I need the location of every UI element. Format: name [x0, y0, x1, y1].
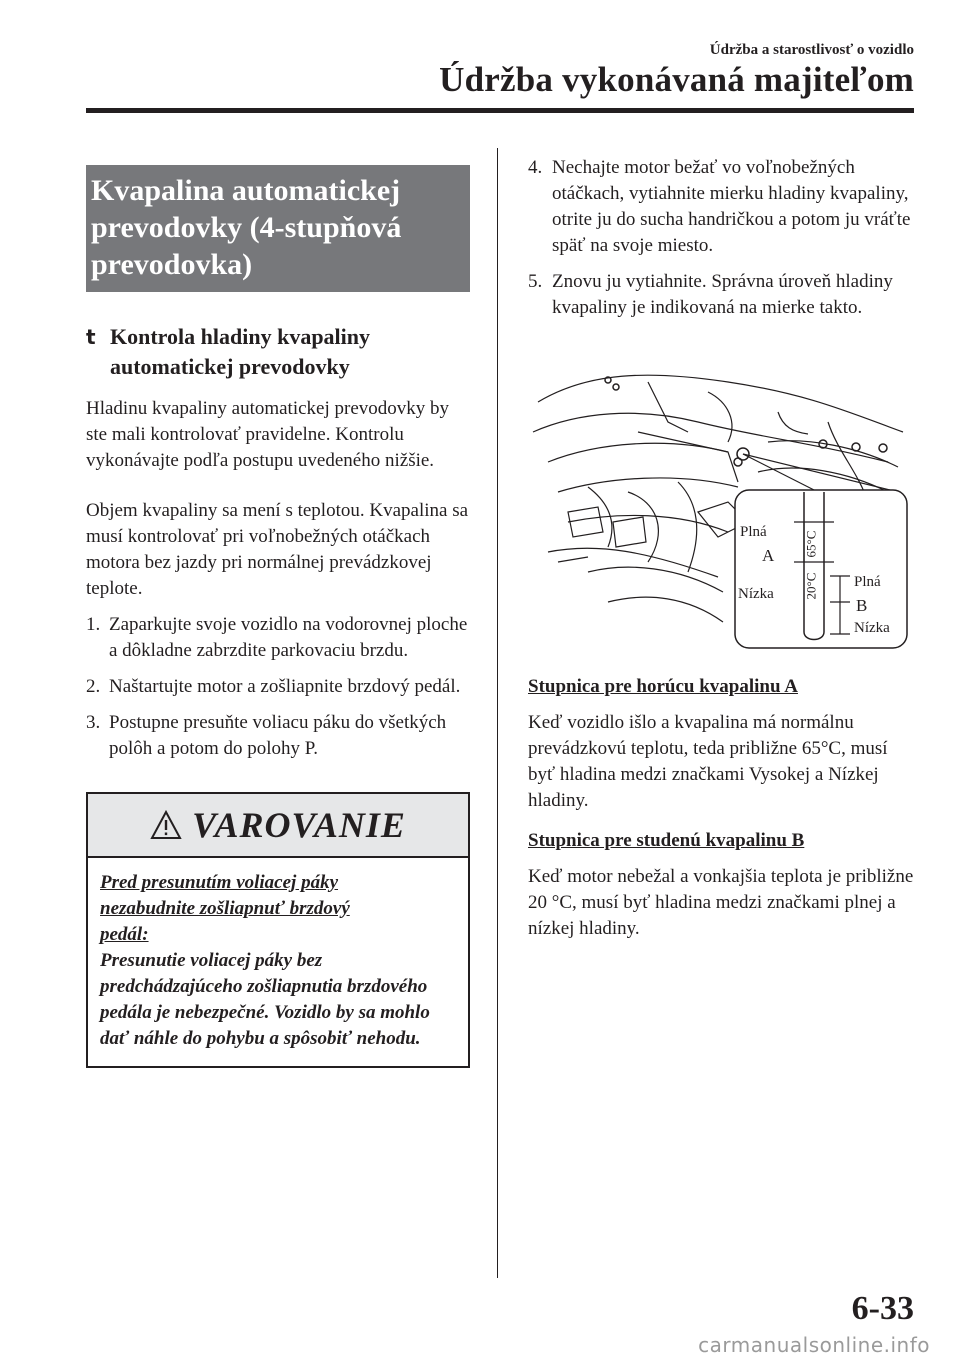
hot-scale-heading: Stupnica pre horúcu kvapalinu A	[528, 676, 798, 697]
warning-text: Presunutie voliacej páky bez predchádzajúceho zošliapnutia brzdového pedála je nebezpečné. Vozidlo by sa mohlo dať náhle do pohybu a spôsobiť nehodu.	[100, 950, 430, 1049]
page-number: 6-33	[851, 1290, 914, 1327]
watermark: carmanualsonline.info	[698, 1333, 930, 1357]
label-temp-cold: 20°C	[803, 572, 819, 600]
section-title-line: prevodovka)	[91, 248, 253, 281]
subheading	[86, 322, 470, 382]
bullet-marker: t	[86, 325, 96, 349]
step-text: Postupne presuňte voliacu páku do všetkých polôh a potom do polohy P.	[109, 712, 447, 759]
engine-bay-illustration	[528, 362, 910, 658]
step-number: 5.	[528, 271, 543, 292]
header-rule	[86, 108, 914, 113]
step-number: 1.	[86, 614, 101, 635]
label-letter-a: A	[762, 546, 775, 565]
label-low-b: Nízka	[854, 620, 890, 636]
step-number: 2.	[86, 676, 101, 697]
step-text: Nechajte motor bežať vo voľnobežných otáčkach, vytiahnite mierku hladiny kvapaliny, otrite ju do sucha handričkou a potom ju vráťte späť na svoje miesto.	[552, 157, 911, 256]
subheading-line: Kontrola hladiny kvapaliny	[110, 324, 371, 349]
label-full-a: Plná	[740, 524, 767, 540]
step-item	[528, 155, 914, 259]
column-divider	[497, 148, 498, 1278]
right-column	[528, 155, 914, 321]
section-title	[86, 165, 470, 292]
paragraph: Hladinu kvapaliny automatickej prevodovky by ste mali kontrolovať pravidelne. Kontrolu vykonávajte podľa postupu uvedeného nižšie.	[86, 398, 450, 471]
hot-scale-text: Keď vozidlo išlo a kvapalina má normálnu prevádzkovú teplotu, teda približne 65°C, musí byť hladina medzi značkami Vysokej a Nízkej hladiny.	[528, 712, 888, 811]
label-low-a: Nízka	[738, 586, 774, 602]
warning-lead-line: pedál:	[100, 924, 149, 945]
warning-lead-line: nezabudnite zošliapnuť brzdový	[100, 898, 350, 919]
label-full-b: Plná	[854, 574, 881, 590]
step-item	[86, 710, 470, 762]
warning-header	[88, 794, 468, 858]
left-column	[86, 165, 470, 1068]
step-text: Naštartujte motor a zošliapnite brzdový pedál.	[109, 676, 461, 697]
section-header: Údržba vykonávaná majiteľom	[439, 60, 914, 99]
dipstick-diagram	[528, 362, 910, 658]
warning-title: VAROVANIE	[192, 805, 406, 845]
step-text: Znovu ju vytiahnite. Správna úroveň hladiny kvapaliny je indikovaná na mierke takto.	[552, 271, 893, 318]
section-title-line: Kvapalina automatickej	[91, 174, 401, 207]
cold-scale-heading: Stupnica pre studenú kvapalinu B	[528, 830, 805, 851]
step-number: 4.	[528, 157, 543, 178]
warning-triangle-icon	[150, 810, 182, 840]
cold-scale-text: Keď motor nebežal a vonkajšia teplota je približne 20 °C, musí byť hladina medzi značkami plnej a nízkej hladiny.	[528, 866, 914, 939]
step-item	[86, 612, 470, 664]
step-item	[86, 674, 470, 700]
section-title-line: prevodovky (4-stupňová	[91, 211, 402, 244]
label-temp-hot: 65°C	[803, 530, 819, 558]
step-item	[528, 269, 914, 321]
warning-body	[88, 858, 468, 1066]
subheading-line: automatickej prevodovky	[110, 354, 350, 379]
temperature-scales	[528, 674, 914, 942]
paragraph: Objem kvapaliny sa mení s teplotou. Kvapalina sa musí kontrolovať pri voľnobežných otáčkach motora bez jazdy pri normálnej prevádzkovej teplote.	[86, 500, 469, 599]
chapter-header: Údržba a starostlivosť o vozidlo	[709, 42, 914, 58]
warning-lead-line: Pred presunutím voliacej páky	[100, 872, 339, 893]
step-number: 3.	[86, 712, 101, 733]
warning-box	[86, 792, 470, 1068]
step-text: Zaparkujte svoje vozidlo na vodorovnej ploche a dôkladne zabrzdite parkovaciu brzdu.	[109, 614, 468, 661]
label-letter-b: B	[856, 596, 868, 615]
